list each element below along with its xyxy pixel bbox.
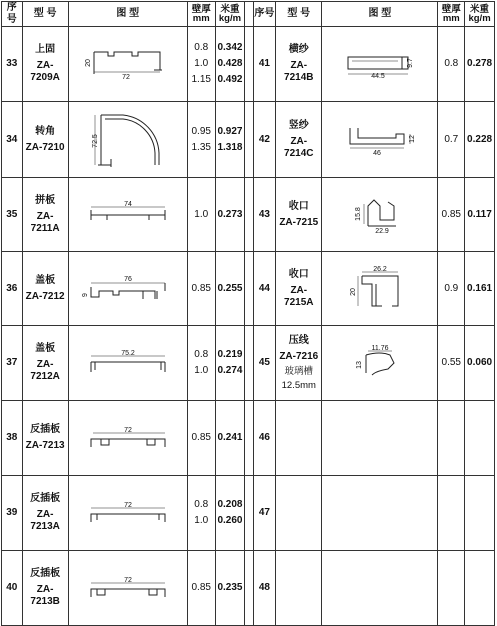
profile-name: 横纱 — [288, 44, 309, 55]
meter-weight-value: 0.260 — [217, 515, 243, 526]
profile-drawing — [81, 273, 171, 305]
dimension-label: 9.7 — [406, 58, 414, 68]
right-wall-cell — [438, 178, 465, 252]
wall-thickness-value: 0.8 — [444, 58, 459, 69]
profile-name: 收口 — [288, 200, 309, 212]
column-divider — [245, 401, 253, 476]
wall-thickness-value: 0.85 — [191, 432, 211, 443]
right-index-cell: 48 — [253, 551, 276, 626]
meter-weight-value: 1.318 — [217, 141, 243, 153]
wall-thickness-value: 0.55 — [441, 357, 461, 368]
left-index-cell: 33 — [2, 27, 23, 102]
header-weight-label: 米重 — [220, 3, 240, 15]
right-wall-cell — [438, 551, 465, 626]
left-wall-cell — [187, 27, 215, 102]
right-weight-cell — [465, 551, 495, 626]
left-index-cell: 35 — [2, 178, 23, 252]
dimension-label: 44.5 — [371, 73, 385, 80]
dimension-label: 72 — [123, 502, 132, 509]
profile-name: 反插板 — [30, 424, 61, 435]
profile-code: ZA-7213A — [30, 509, 60, 532]
left-wall-cell — [187, 476, 215, 551]
profile-name: 压线 — [288, 334, 309, 346]
left-weight-cell — [215, 252, 245, 326]
left-index-cell: 37 — [2, 326, 23, 401]
profile-code: ZA-7216 — [279, 350, 319, 362]
header-figure-right: 图 型 — [322, 2, 438, 27]
profile-name: 收口 — [288, 268, 309, 280]
left-index-cell: 36 — [2, 252, 23, 326]
left-index-cell: 40 — [2, 551, 23, 626]
profile-drawing — [93, 107, 163, 173]
right-model-cell — [276, 476, 322, 551]
profile-name: 竖纱 — [288, 119, 309, 131]
left-figure-cell — [68, 252, 187, 326]
wall-thickness-value: 1.0 — [194, 515, 209, 526]
profile-code: ZA-7209A — [30, 60, 60, 83]
wall-thickness-value: 1.0 — [194, 58, 209, 69]
header-weight-label-right: 米重 — [470, 3, 490, 15]
left-model-cell — [22, 476, 68, 551]
column-divider — [245, 2, 253, 27]
meter-weight-value: 0.428 — [217, 58, 243, 69]
meter-weight-value: 0.274 — [217, 365, 243, 376]
profile-code: ZA-7211A — [30, 210, 60, 234]
right-figure-cell — [322, 401, 438, 476]
right-weight-cell — [465, 102, 495, 178]
wall-thickness-value: 0.95 — [191, 125, 211, 137]
header-model-right: 型 号 — [276, 2, 322, 27]
left-model-cell — [22, 326, 68, 401]
right-figure-cell — [322, 178, 438, 252]
profile-note: 玻璃槽 — [284, 365, 314, 377]
profile-name: 盖板 — [35, 274, 56, 286]
left-model-cell — [22, 27, 68, 102]
column-divider — [245, 326, 253, 401]
meter-weight-value: 0.219 — [217, 349, 243, 360]
profile-catalog-table — [1, 1, 495, 626]
dimension-label: 20 — [349, 287, 357, 296]
right-model-cell — [276, 326, 322, 401]
wall-thickness-value: 0.8 — [194, 42, 209, 53]
right-wall-cell — [438, 476, 465, 551]
right-figure-cell — [322, 476, 438, 551]
right-index-cell: 43 — [253, 178, 276, 252]
header-wall-unit: mm — [192, 13, 210, 24]
wall-thickness-value: 1.35 — [191, 141, 211, 153]
left-figure-cell — [68, 551, 187, 626]
left-weight-cell — [215, 476, 245, 551]
left-figure-cell — [68, 27, 187, 102]
profile-code: ZA-7212 — [25, 290, 65, 302]
dimension-label: 22.9 — [375, 227, 389, 235]
right-model-cell — [276, 252, 322, 326]
left-wall-cell — [187, 178, 215, 252]
right-model-cell — [276, 551, 322, 626]
header-index: 序号 — [2, 2, 23, 27]
right-weight-cell — [465, 178, 495, 252]
right-figure-cell — [322, 27, 438, 102]
profile-drawing — [354, 196, 406, 234]
dimension-label: 72 — [123, 577, 132, 584]
meter-weight-value: 0.228 — [467, 133, 493, 145]
wall-thickness-value: 0.8 — [194, 349, 209, 360]
profile-code: ZA-7214C — [284, 135, 314, 159]
right-wall-cell — [438, 102, 465, 178]
profile-drawing — [354, 345, 406, 381]
left-model-cell — [22, 178, 68, 252]
profile-code: ZA-7215A — [284, 284, 314, 308]
header-weight-unit-right: kg/m — [468, 13, 491, 24]
profile-name: 盖板 — [35, 343, 56, 354]
profile-code: ZA-7213B — [30, 584, 60, 607]
right-figure-cell — [322, 551, 438, 626]
profile-drawing — [87, 423, 169, 453]
dimension-label: 12 — [408, 134, 416, 143]
header-wall-right — [438, 2, 465, 27]
catalog-row — [2, 27, 495, 102]
dimension-label: 15.8 — [354, 206, 362, 221]
meter-weight-value: 0.161 — [467, 282, 493, 294]
column-divider — [245, 252, 253, 326]
dimension-label: 13 — [355, 361, 363, 369]
catalog-row — [2, 401, 495, 476]
meter-weight-value: 0.492 — [217, 74, 243, 85]
right-figure-cell — [322, 252, 438, 326]
header-weight — [215, 2, 245, 27]
right-weight-cell — [465, 476, 495, 551]
wall-thickness-value: 0.8 — [194, 499, 209, 510]
profile-drawing — [87, 573, 169, 603]
right-weight-cell — [465, 401, 495, 476]
left-wall-cell — [187, 326, 215, 401]
left-wall-cell — [187, 401, 215, 476]
profile-name: 拼板 — [35, 194, 56, 206]
right-weight-cell — [465, 27, 495, 102]
right-wall-cell — [438, 252, 465, 326]
profile-drawing — [87, 348, 169, 378]
right-model-cell — [276, 178, 322, 252]
wall-thickness-value: 0.85 — [191, 582, 211, 593]
meter-weight-value: 0.235 — [217, 582, 243, 593]
header-wall-label: 壁厚 — [191, 3, 211, 15]
wall-thickness-value: 0.85 — [191, 282, 211, 294]
profile-code: ZA-7213 — [25, 440, 65, 451]
dimension-label: 9 — [81, 292, 89, 297]
wall-thickness-value: 0.85 — [441, 208, 461, 220]
meter-weight-value: 0.278 — [467, 58, 493, 69]
left-weight-cell — [215, 27, 245, 102]
left-weight-cell — [215, 551, 245, 626]
left-weight-cell — [215, 102, 245, 178]
header-figure: 图 型 — [68, 2, 187, 27]
dimension-label: 74 — [123, 200, 132, 208]
left-index-cell: 39 — [2, 476, 23, 551]
wall-thickness-value: 0.7 — [444, 133, 459, 145]
meter-weight-value: 0.342 — [217, 42, 243, 53]
profile-name: 反插板 — [30, 493, 61, 504]
wall-thickness-value: 0.9 — [444, 282, 459, 294]
profile-drawing — [84, 46, 168, 82]
dimension-label: 76 — [123, 275, 132, 283]
dimension-label: 26.2 — [373, 265, 387, 273]
left-weight-cell — [215, 326, 245, 401]
wall-thickness-value: 1.0 — [194, 365, 209, 376]
column-divider — [245, 27, 253, 102]
left-model-cell — [22, 252, 68, 326]
right-index-cell: 42 — [253, 102, 276, 178]
column-divider — [245, 551, 253, 626]
right-index-cell: 46 — [253, 401, 276, 476]
dimension-label: 72 — [123, 427, 132, 434]
profile-code: ZA-7212A — [30, 359, 60, 382]
wall-thickness-value: 1.15 — [191, 74, 211, 85]
dimension-label: 11.76 — [371, 345, 389, 352]
meter-weight-value: 0.927 — [217, 125, 243, 137]
right-model-cell — [276, 27, 322, 102]
catalog-row — [2, 178, 495, 252]
right-model-cell — [276, 102, 322, 178]
header-row — [2, 2, 495, 27]
catalog-row — [2, 476, 495, 551]
right-figure-cell — [322, 326, 438, 401]
column-divider — [245, 178, 253, 252]
header-model: 型 号 — [22, 2, 68, 27]
left-wall-cell — [187, 551, 215, 626]
right-index-cell: 45 — [253, 326, 276, 401]
catalog-row — [2, 102, 495, 178]
dimension-label: 72.5 — [91, 133, 99, 148]
column-divider — [245, 102, 253, 178]
right-wall-cell — [438, 326, 465, 401]
profile-drawing — [342, 49, 418, 79]
right-index-cell: 44 — [253, 252, 276, 326]
dimension-label: 20 — [84, 59, 92, 67]
left-figure-cell — [68, 401, 187, 476]
meter-weight-value: 0.273 — [217, 208, 243, 220]
profile-name: 反插板 — [30, 568, 61, 579]
profile-note: 12.5mm — [281, 380, 316, 391]
catalog-row — [2, 326, 495, 401]
right-weight-cell — [465, 252, 495, 326]
profile-code: ZA-7215 — [279, 216, 319, 228]
meter-weight-value: 0.255 — [217, 282, 243, 294]
left-figure-cell — [68, 326, 187, 401]
left-model-cell — [22, 551, 68, 626]
right-index-cell: 41 — [253, 27, 276, 102]
wall-thickness-value: 1.0 — [194, 208, 209, 220]
right-figure-cell — [322, 102, 438, 178]
header-index-right: 序号 — [253, 2, 276, 27]
left-figure-cell — [68, 178, 187, 252]
left-model-cell — [22, 401, 68, 476]
left-index-cell: 38 — [2, 401, 23, 476]
meter-weight-value: 0.060 — [467, 357, 493, 368]
right-wall-cell — [438, 401, 465, 476]
header-weight-unit: kg/m — [218, 13, 242, 24]
left-wall-cell — [187, 252, 215, 326]
right-index-cell: 47 — [253, 476, 276, 551]
left-index-cell: 34 — [2, 102, 23, 178]
header-weight-right — [465, 2, 495, 27]
catalog-row — [2, 551, 495, 626]
profile-drawing — [349, 265, 408, 312]
profile-code: ZA-7210 — [25, 141, 65, 153]
meter-weight-value: 0.117 — [467, 208, 492, 220]
left-model-cell — [22, 102, 68, 178]
profile-drawing — [87, 498, 169, 528]
left-figure-cell — [68, 102, 187, 178]
left-figure-cell — [68, 476, 187, 551]
meter-weight-value: 0.208 — [217, 499, 243, 510]
header-wall-unit-right: mm — [442, 13, 460, 24]
profile-name: 转角 — [35, 125, 56, 137]
catalog-body — [2, 27, 495, 626]
left-wall-cell — [187, 102, 215, 178]
meter-weight-value: 0.241 — [217, 432, 243, 443]
left-weight-cell — [215, 401, 245, 476]
profile-name: 上固 — [35, 44, 56, 55]
dimension-label: 46 — [372, 149, 381, 157]
left-weight-cell — [215, 178, 245, 252]
right-wall-cell — [438, 27, 465, 102]
right-weight-cell — [465, 326, 495, 401]
dimension-label: 72 — [121, 74, 130, 81]
column-divider — [245, 476, 253, 551]
catalog-row — [2, 252, 495, 326]
profile-code: ZA-7214B — [284, 60, 314, 83]
header-wall-label-right: 壁厚 — [441, 3, 461, 15]
dimension-label: 75.2 — [120, 350, 135, 357]
right-model-cell — [276, 401, 322, 476]
profile-drawing — [87, 200, 169, 227]
header-wall — [187, 2, 215, 27]
profile-drawing — [342, 124, 418, 156]
